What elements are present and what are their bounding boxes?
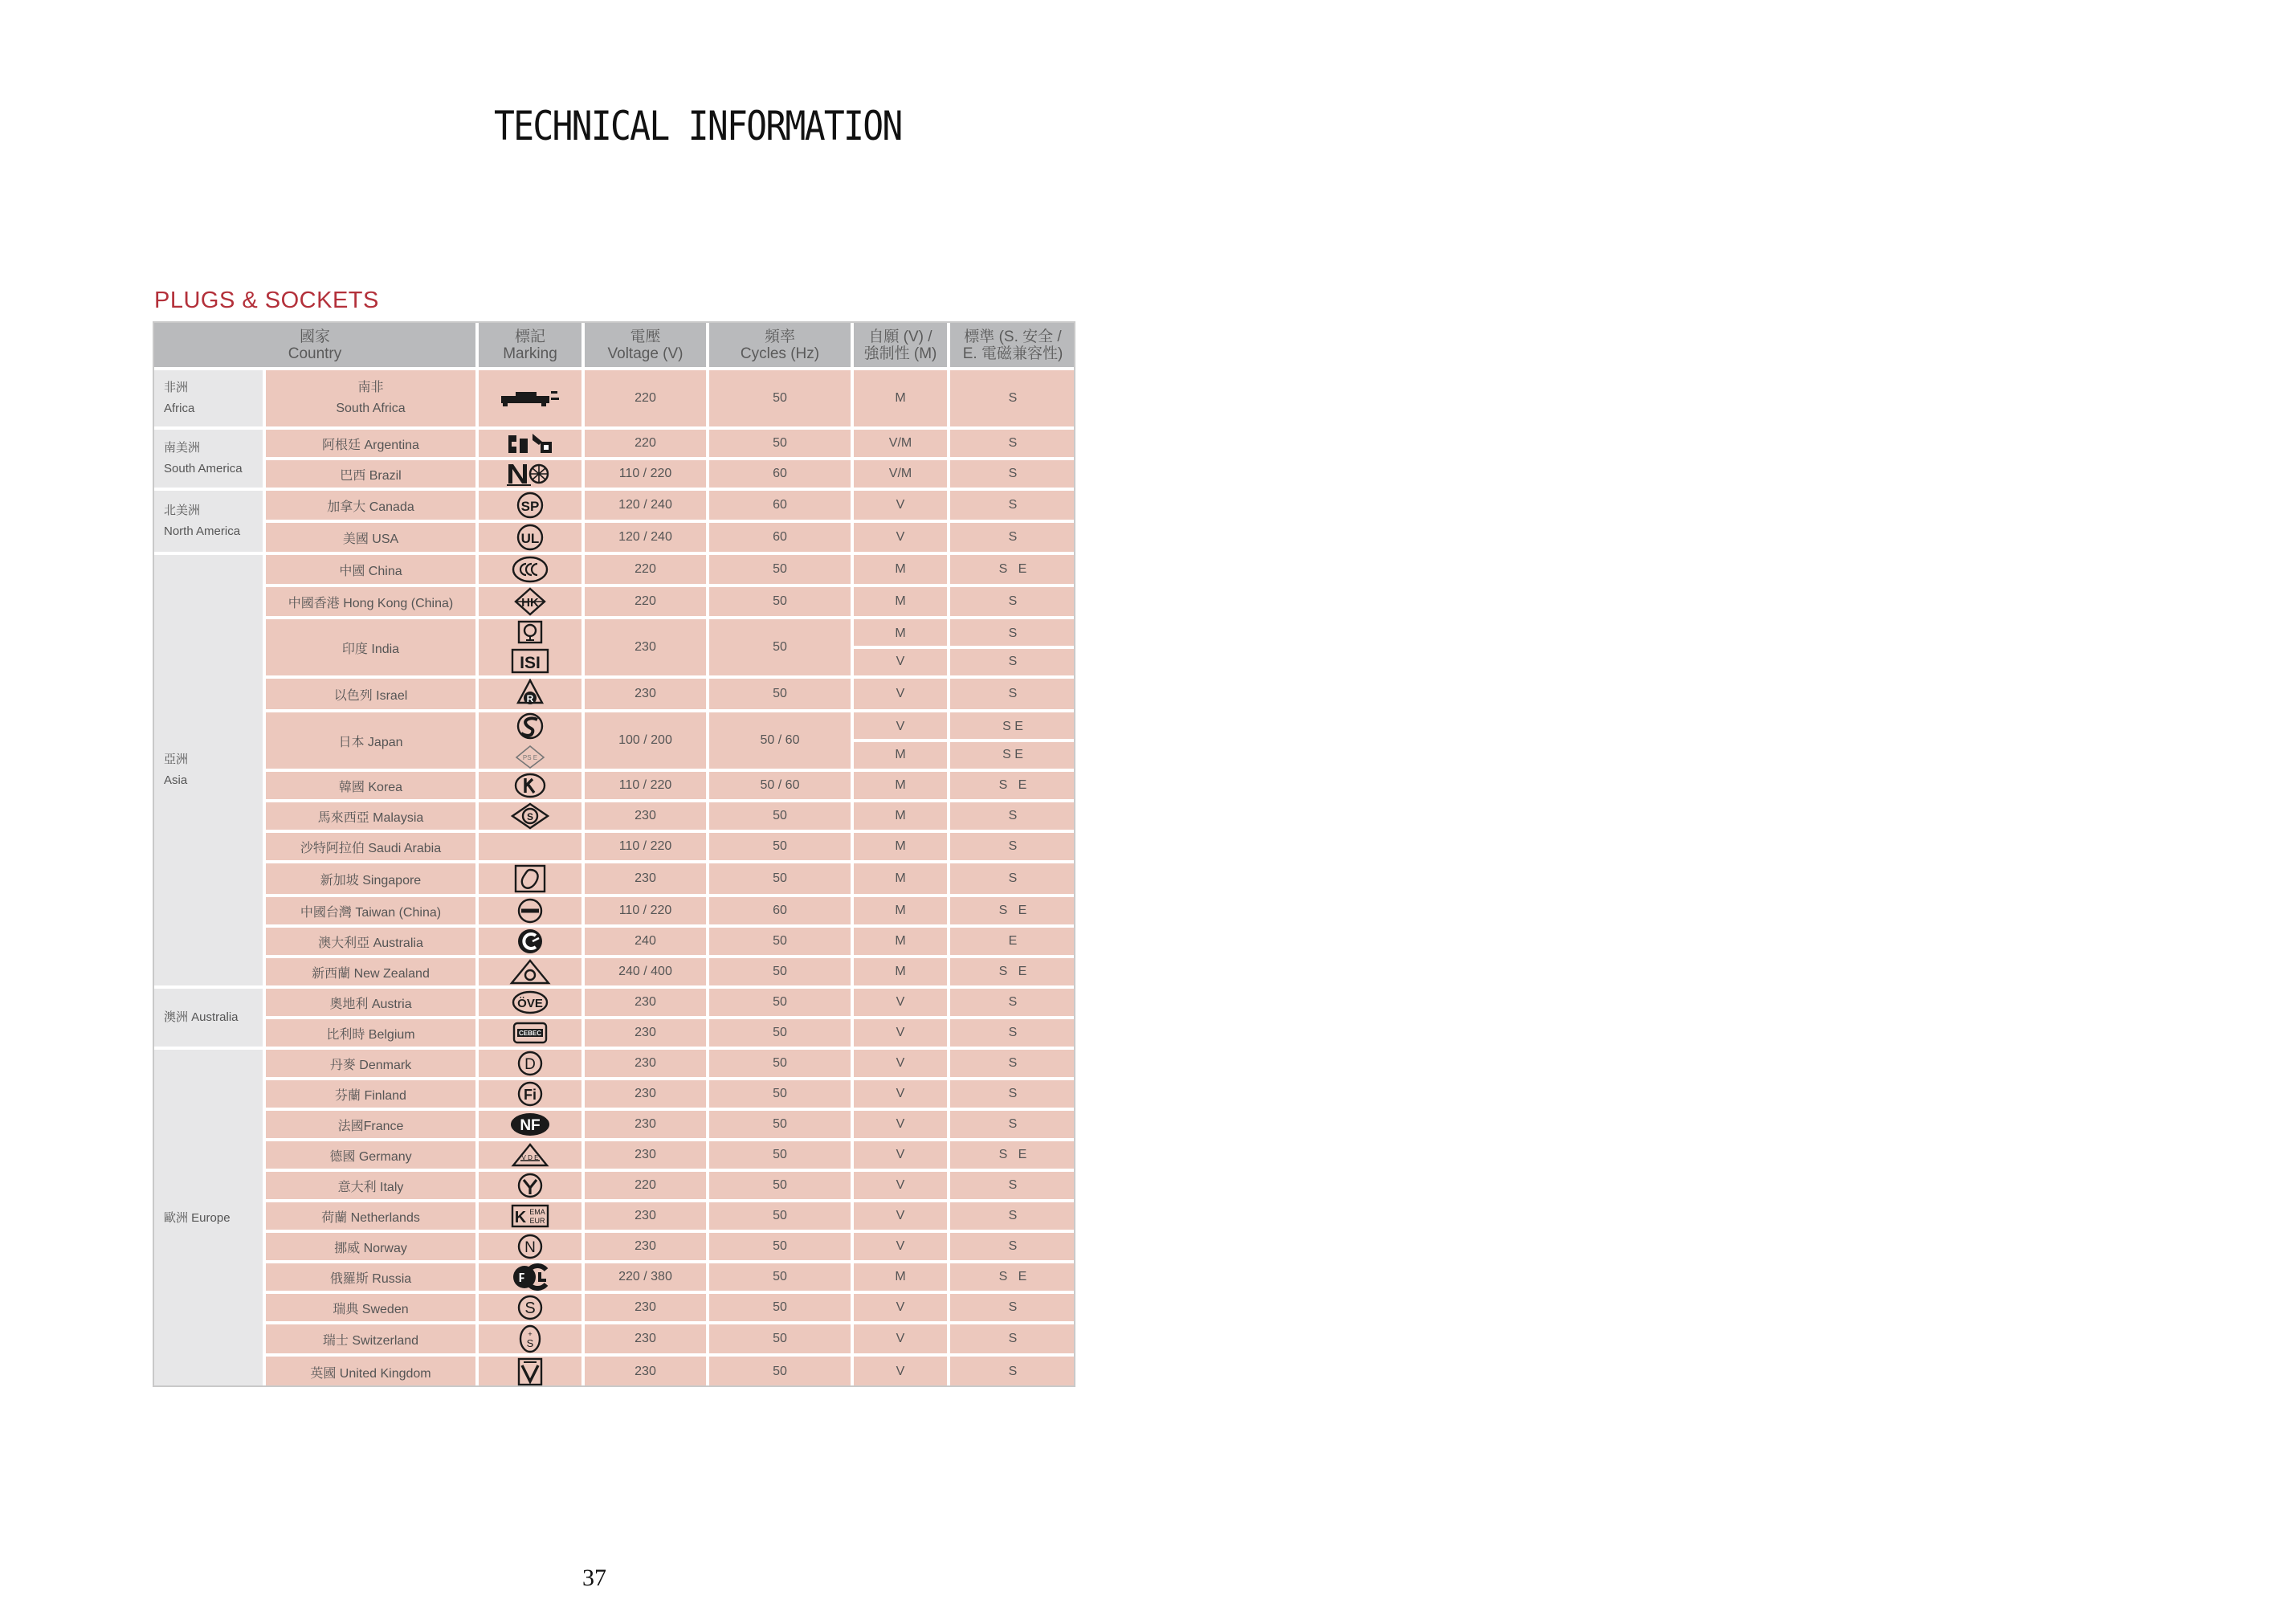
table-row — [154, 587, 1075, 619]
vm-cell: V — [854, 1294, 950, 1324]
cycles-cell: 50 — [709, 1233, 854, 1263]
std-cell: S — [950, 1080, 1075, 1111]
table-row — [154, 491, 1075, 523]
header-cycles: 頻率 Cycles (Hz) — [709, 323, 854, 370]
country-cell: 印度 India — [266, 619, 479, 679]
country-cell: 法國France — [266, 1111, 479, 1141]
table-row — [154, 679, 1075, 712]
table-row — [154, 833, 1075, 863]
cycles-cell: 50 — [709, 958, 854, 989]
cycles-cell: 50 — [709, 1202, 854, 1233]
cycles-cell: 60 — [709, 523, 854, 555]
svg-text:CEBEC: CEBEC — [518, 1030, 542, 1037]
demko-mark-icon — [479, 1050, 585, 1080]
std-cell: S — [950, 1233, 1075, 1263]
voltage-cell: 230 — [585, 679, 709, 712]
table-row — [154, 989, 1075, 1019]
country-cell: 瑞士 Switzerland — [266, 1324, 479, 1357]
cycles-cell: 50 — [709, 1111, 854, 1141]
table-row — [154, 1050, 1075, 1080]
svg-text:D: D — [524, 1056, 536, 1073]
std-cell: S — [950, 430, 1075, 460]
svg-text:S: S — [524, 1300, 536, 1317]
header-voltage: 電壓 Voltage (V) — [585, 323, 709, 370]
cycles-cell: 50 — [709, 863, 854, 897]
region-name-en: North America — [164, 524, 241, 538]
vm-cell: V — [854, 1324, 950, 1357]
country-cell: 挪威 Norway — [266, 1233, 479, 1263]
vm-cell: M — [854, 802, 950, 833]
country-name-en: South Africa — [336, 402, 406, 415]
cycles-cell: 50 — [709, 1080, 854, 1111]
vm-cell: M — [854, 833, 950, 863]
table-row — [154, 712, 1075, 772]
std-value: S — [1008, 626, 1018, 640]
voltage-cell: 230 — [585, 1141, 709, 1172]
vm-value: M — [895, 747, 906, 761]
std-cell: S E — [950, 958, 1075, 989]
svg-text:SP: SP — [520, 499, 540, 514]
region-cell — [154, 430, 266, 491]
voltage-cell: 230 — [585, 1324, 709, 1357]
vm-cell: V — [854, 679, 950, 712]
taiwan-mark-icon — [479, 897, 585, 928]
voltage-cell: 240 — [585, 928, 709, 958]
vm-cell: M — [854, 370, 950, 430]
sev-mark-icon — [479, 1324, 585, 1357]
voltage-cell: 230 — [585, 1202, 709, 1233]
table-row — [154, 619, 1075, 679]
svg-text:+: + — [528, 1330, 533, 1338]
voltage-cell: 230 — [585, 1019, 709, 1050]
svg-text:S: S — [526, 1337, 534, 1349]
marking-empty — [479, 833, 585, 863]
std-cell: S — [950, 802, 1075, 833]
country-cell: 英國 United Kingdom — [266, 1357, 479, 1390]
voltage-cell: 220 — [585, 1172, 709, 1202]
country-cell: 芬蘭 Finland — [266, 1080, 479, 1111]
country-name: 南非 — [357, 381, 384, 394]
vm-cell: V — [854, 491, 950, 523]
table-row — [154, 1324, 1075, 1357]
region-name-en: Asia — [164, 773, 188, 787]
voltage-cell: 120 / 240 — [585, 523, 709, 555]
table-row — [154, 802, 1075, 833]
vm-cell: V — [854, 1080, 950, 1111]
voltage-cell: 230 — [585, 1233, 709, 1263]
cycles-cell: 50 — [709, 1324, 854, 1357]
region-name: 北美洲 — [164, 504, 201, 517]
std-cell: S E — [950, 772, 1075, 802]
vm-cell: V/M — [854, 460, 950, 491]
region-name: 南美洲 — [164, 441, 201, 455]
gost-mark-icon — [479, 1263, 585, 1294]
region-name-en: Africa — [164, 402, 195, 415]
vde-mark-icon — [479, 1141, 585, 1172]
country-cell: 新西蘭 New Zealand — [266, 958, 479, 989]
ccc-mark-icon — [479, 555, 585, 587]
voltage-cell: 220 / 380 — [585, 1263, 709, 1294]
vm-cell: V/M — [854, 430, 950, 460]
std-value: S E — [1002, 747, 1023, 761]
vm-cell: V — [854, 1050, 950, 1080]
table-row — [154, 523, 1075, 555]
country-cell: 意大利 Italy — [266, 1172, 479, 1202]
svg-text:EUR: EUR — [529, 1217, 545, 1225]
table-body — [154, 370, 1075, 1390]
svg-text:EMA: EMA — [529, 1208, 545, 1216]
voltage-cell: 230 — [585, 863, 709, 897]
cycles-cell: 50 — [709, 989, 854, 1019]
hk-mark-icon — [479, 587, 585, 619]
country-cell: 日本 Japan — [266, 712, 479, 772]
country-cell: 俄羅斯 Russia — [266, 1263, 479, 1294]
table-row — [154, 1111, 1075, 1141]
country-cell: 巴西 Brazil — [266, 460, 479, 491]
country-cell: 丹麥 Denmark — [266, 1050, 479, 1080]
std-cell: S — [950, 1294, 1075, 1324]
region-cell — [154, 491, 266, 555]
voltage-cell: 220 — [585, 430, 709, 460]
plugs-sockets-table — [154, 323, 1075, 1390]
vm-cell: M — [854, 897, 950, 928]
std-cell: S — [950, 1050, 1075, 1080]
cycles-cell: 60 — [709, 897, 854, 928]
country-cell: 瑞典 Sweden — [266, 1294, 479, 1324]
israel-mark-icon — [479, 679, 585, 712]
svg-text:V D E: V D E — [521, 1154, 539, 1161]
vm-cell: V — [854, 1111, 950, 1141]
country-cell: 馬來西亞 Malaysia — [266, 802, 479, 833]
country-cell: 奧地利 Austria — [266, 989, 479, 1019]
std-cell: S E — [950, 897, 1075, 928]
table-row — [154, 1263, 1075, 1294]
table-row — [154, 928, 1075, 958]
std-cell: S — [950, 491, 1075, 523]
table-row — [154, 958, 1075, 989]
cycles-cell: 50 — [709, 1294, 854, 1324]
csa-mark-icon — [479, 491, 585, 523]
region-name: 澳洲 Australia — [164, 1010, 239, 1024]
vm-cell: M — [854, 958, 950, 989]
table-row — [154, 370, 1075, 430]
ul-mark-icon — [479, 523, 585, 555]
ove-mark-icon — [479, 989, 585, 1019]
std-cell: S — [950, 523, 1075, 555]
country-cell: 中國台灣 Taiwan (China) — [266, 897, 479, 928]
voltage-cell: 230 — [585, 1357, 709, 1390]
iram-mark-icon — [479, 430, 585, 460]
std-cell: S — [950, 1357, 1075, 1390]
svg-text:Fi: Fi — [524, 1087, 537, 1103]
nemko-mark-icon — [479, 1233, 585, 1263]
table-row — [154, 1080, 1075, 1111]
cycles-cell: 50 — [709, 1019, 854, 1050]
svg-text:ÖVE: ÖVE — [517, 997, 543, 1010]
vm-cell: V — [854, 1202, 950, 1233]
voltage-cell: 240 / 400 — [585, 958, 709, 989]
vm-cell: M — [854, 555, 950, 587]
table-row — [154, 772, 1075, 802]
std-value: S — [1008, 654, 1018, 668]
cycles-cell: 60 — [709, 460, 854, 491]
vm-cell: V — [854, 989, 950, 1019]
voltage-cell: 230 — [585, 1050, 709, 1080]
vm-cell — [854, 619, 950, 679]
std-cell: S — [950, 1019, 1075, 1050]
table-row — [154, 1357, 1075, 1390]
svg-text:R: R — [526, 693, 534, 704]
std-cell: E — [950, 928, 1075, 958]
country-cell: 加拿大 Canada — [266, 491, 479, 523]
voltage-cell: 220 — [585, 370, 709, 430]
voltage-cell: 230 — [585, 989, 709, 1019]
vm-cell: M — [854, 1263, 950, 1294]
cycles-cell: 50 / 60 — [709, 712, 854, 772]
std-cell: S — [950, 1324, 1075, 1357]
vm-value: V — [896, 719, 905, 733]
imq-mark-icon — [479, 1172, 585, 1202]
india-mark-icon — [479, 619, 585, 679]
table-row — [154, 1019, 1075, 1050]
country-cell: 中國 China — [266, 555, 479, 587]
cycles-cell: 50 — [709, 555, 854, 587]
table-row — [154, 460, 1075, 491]
svg-text:HK: HK — [521, 596, 539, 610]
australia-mark-icon — [479, 928, 585, 958]
kema-mark-icon — [479, 1202, 585, 1233]
table-row — [154, 1294, 1075, 1324]
vm-cell: M — [854, 587, 950, 619]
cycles-cell: 50 — [709, 928, 854, 958]
std-cell: S — [950, 679, 1075, 712]
vm-cell: V — [854, 1357, 950, 1390]
header-voluntary-mandatory: 自願 (V) / 強制性 (M) — [854, 323, 950, 370]
cycles-cell: 50 — [709, 1172, 854, 1202]
header-country: 國家 Country — [154, 323, 479, 370]
region-name: 歐洲 Europe — [164, 1211, 231, 1225]
voltage-cell: 230 — [585, 1080, 709, 1111]
country-cell: 美國 USA — [266, 523, 479, 555]
svg-text:K: K — [514, 1209, 527, 1226]
cycles-cell: 60 — [709, 491, 854, 523]
table-row — [154, 1172, 1075, 1202]
table-row — [154, 897, 1075, 928]
cycles-cell: 50 — [709, 1141, 854, 1172]
table-row — [154, 430, 1075, 460]
region-name: 非洲 — [164, 381, 189, 394]
semko-mark-icon — [479, 1294, 585, 1324]
std-cell: S E — [950, 1263, 1075, 1294]
std-cell: S — [950, 1172, 1075, 1202]
std-cell: S — [950, 1202, 1075, 1233]
svg-text:P: P — [518, 1271, 528, 1285]
voltage-cell: 110 / 220 — [585, 772, 709, 802]
region-name: 亞洲 — [164, 753, 189, 766]
fimko-mark-icon — [479, 1080, 585, 1111]
table-row — [154, 863, 1075, 897]
vm-cell: V — [854, 1141, 950, 1172]
vm-cell: V — [854, 523, 950, 555]
korea-mark-icon — [479, 772, 585, 802]
region-cell — [154, 370, 266, 430]
svg-text:UL: UL — [520, 531, 540, 546]
std-cell — [950, 712, 1075, 772]
std-cell: S — [950, 863, 1075, 897]
std-cell: S — [950, 370, 1075, 430]
std-cell: S E — [950, 1141, 1075, 1172]
vm-cell — [854, 712, 950, 772]
sabs-mark-icon — [479, 370, 585, 430]
voltage-cell: 110 / 220 — [585, 833, 709, 863]
nf-mark-icon — [479, 1111, 585, 1141]
vm-value: M — [895, 626, 906, 640]
country-cell: 新加坡 Singapore — [266, 863, 479, 897]
cycles-cell: 50 — [709, 430, 854, 460]
cycles-cell: 50 — [709, 1357, 854, 1390]
section-title: PLUGS & SOCKETS — [154, 288, 379, 313]
inmetro-mark-icon — [479, 460, 585, 491]
region-name-en: South America — [164, 462, 243, 475]
std-cell: S — [950, 460, 1075, 491]
region-cell — [154, 555, 266, 989]
region-cell — [154, 1050, 266, 1390]
cycles-cell: 50 — [709, 587, 854, 619]
voltage-cell: 230 — [585, 1111, 709, 1141]
svg-text:S: S — [526, 811, 534, 822]
cebec-mark-icon — [479, 1019, 585, 1050]
voltage-cell: 220 — [585, 587, 709, 619]
voltage-cell: 120 / 240 — [585, 491, 709, 523]
vm-cell: V — [854, 1172, 950, 1202]
page-number: 37 — [582, 1565, 606, 1591]
cycles-cell: 50 / 60 — [709, 772, 854, 802]
table-header-row — [154, 323, 1075, 370]
country-cell: 阿根廷 Argentina — [266, 430, 479, 460]
std-cell: S — [950, 989, 1075, 1019]
voltage-cell: 230 — [585, 1294, 709, 1324]
country-cell — [266, 370, 479, 430]
svg-text:ISI: ISI — [520, 654, 541, 672]
table-row — [154, 1141, 1075, 1172]
voltage-cell: 100 / 200 — [585, 712, 709, 772]
std-value: S E — [1002, 719, 1023, 733]
voltage-cell: 220 — [585, 555, 709, 587]
vm-cell: M — [854, 928, 950, 958]
country-cell: 沙特阿拉伯 Saudi Arabia — [266, 833, 479, 863]
bsi-mark-icon — [479, 1357, 585, 1390]
std-cell: S — [950, 587, 1075, 619]
vm-cell: V — [854, 1233, 950, 1263]
voltage-cell: 110 / 220 — [585, 897, 709, 928]
voltage-cell: 230 — [585, 802, 709, 833]
cycles-cell: 50 — [709, 802, 854, 833]
voltage-cell: 230 — [585, 619, 709, 679]
japan-mark-icon — [479, 712, 585, 772]
table-row — [154, 555, 1075, 587]
svg-text:NF: NF — [520, 1117, 541, 1134]
cycles-cell: 50 — [709, 619, 854, 679]
cycles-cell: 50 — [709, 1263, 854, 1294]
country-cell: 澳大利亞 Australia — [266, 928, 479, 958]
header-marking: 標記 Marking — [479, 323, 585, 370]
std-cell: S E — [950, 555, 1075, 587]
cycles-cell: 50 — [709, 833, 854, 863]
region-cell — [154, 989, 266, 1050]
page-title: TECHNICAL INFORMATION — [494, 103, 902, 149]
vm-cell: V — [854, 1019, 950, 1050]
std-cell: S — [950, 1111, 1075, 1141]
header-standard: 標準 (S. 安全 / E. 電磁兼容性) — [950, 323, 1075, 370]
vm-cell: M — [854, 772, 950, 802]
country-cell: 比利時 Belgium — [266, 1019, 479, 1050]
malaysia-mark-icon — [479, 802, 585, 833]
vm-cell: M — [854, 863, 950, 897]
cycles-cell: 50 — [709, 1050, 854, 1080]
country-cell: 荷蘭 Netherlands — [266, 1202, 479, 1233]
voltage-cell: 110 / 220 — [585, 460, 709, 491]
std-cell — [950, 619, 1075, 679]
table-row — [154, 1233, 1075, 1263]
svg-text:PS E: PS E — [522, 754, 538, 761]
nz-mark-icon — [479, 958, 585, 989]
table-row — [154, 1202, 1075, 1233]
singapore-mark-icon — [479, 863, 585, 897]
std-cell: S — [950, 833, 1075, 863]
country-cell: 以色列 Israel — [266, 679, 479, 712]
svg-text:N: N — [524, 1239, 536, 1256]
country-cell: 德國 Germany — [266, 1141, 479, 1172]
vm-value: V — [896, 654, 905, 668]
country-cell: 韓國 Korea — [266, 772, 479, 802]
country-cell: 中國香港 Hong Kong (China) — [266, 587, 479, 619]
cycles-cell: 50 — [709, 679, 854, 712]
cycles-cell: 50 — [709, 370, 854, 430]
